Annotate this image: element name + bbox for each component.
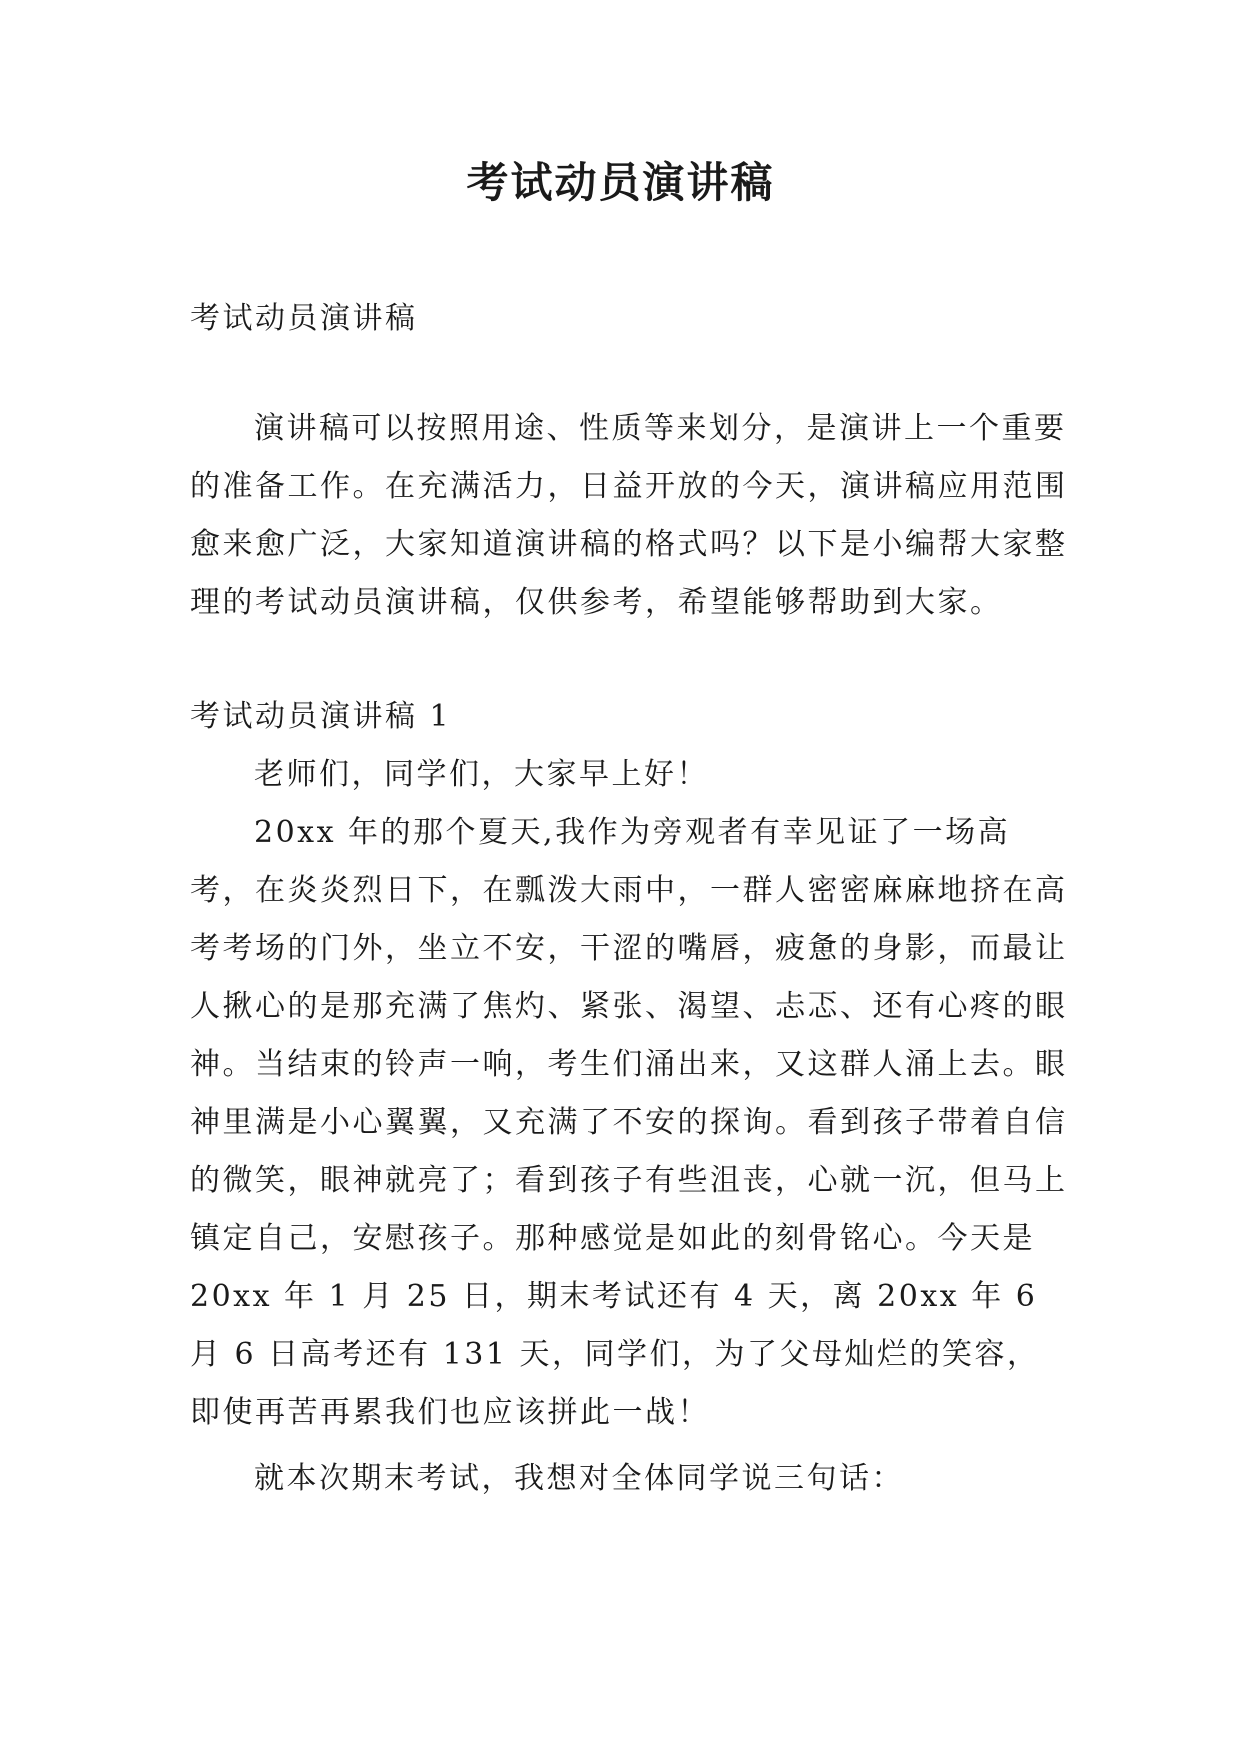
- body-paragraph-1: 20xx 年的那个夏天,我作为旁观者有幸见证了一场高考，在炎炎烈日下，在瓢泼大雨中，一群人密密麻麻地挤在高考考场的门外，坐立不安，干涩的嘴唇，疲惫的身影，而最让人揪心的是那充满了焦灼、紧张、渴望、忐忑、还有心疼的眼神。当结束的铃声一响，考生们涌出来，又这群人涌上去。眼神里满是小心翼翼，又充满了不安的探询。看到孩子带着自信的微笑，眼神就亮了；看到孩子有些沮丧，心就一沉，但马上镇定自己，安慰孩子。那种感觉是如此的刻骨铭心。今天是 20xx 年 1 月 25 日，期末考试还有 4 天，离 20xx 年 6 月 6 日高考还有 131 天，同学们，为了父母灿烂的笑容，即使再苦再累我们也应该拼此一战！: [190, 815, 1068, 1430]
- document-body: [190, 290, 1070, 1508]
- body-paragraph-2: 就本次期末考试，我想对全体同学说三句话：: [254, 1461, 904, 1496]
- document-title: 考试动员演讲稿: [466, 158, 775, 207]
- document-subtitle: 考试动员演讲稿: [190, 301, 418, 336]
- greeting-paragraph: 老师们，同学们，大家早上好！: [254, 757, 709, 792]
- intro-paragraph: 演讲稿可以按照用途、性质等来划分，是演讲上一个重要的准备工作。在充满活力，日益开放的今天，演讲稿应用范围愈来愈广泛，大家知道演讲稿的格式吗？以下是小编帮大家整理的考试动员演讲稿，仅供参考，希望能够帮助到大家。: [190, 411, 1068, 620]
- section-heading-1: 考试动员演讲稿 1: [190, 699, 452, 734]
